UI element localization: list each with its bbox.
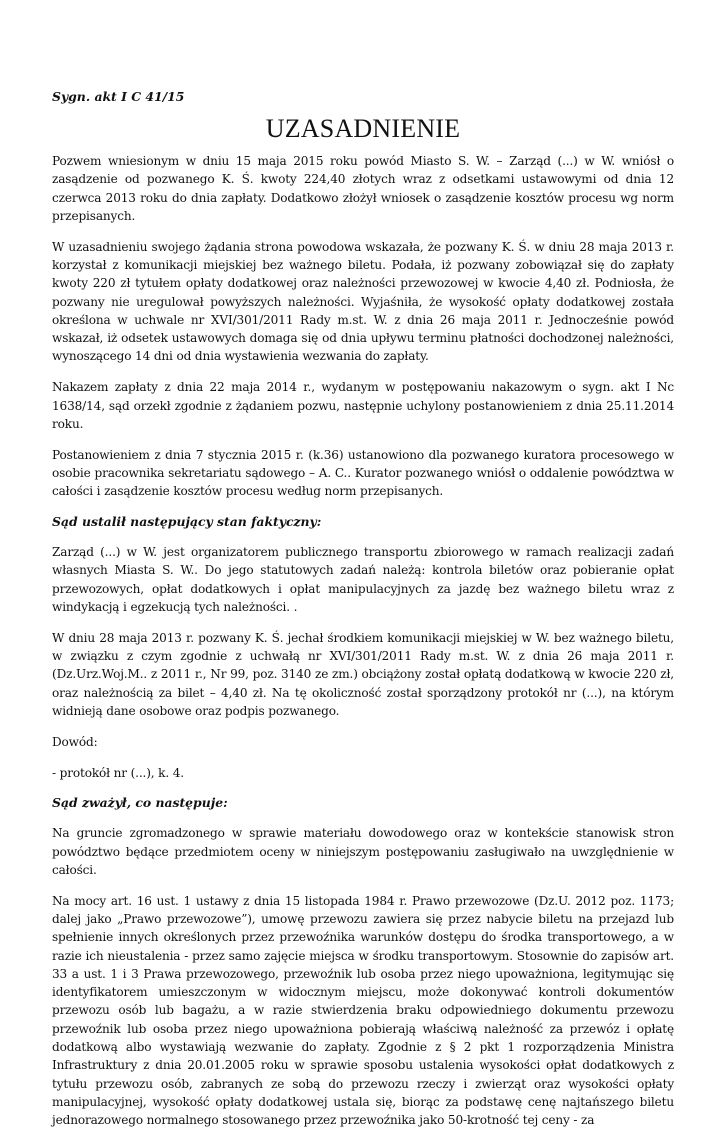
paragraph-organizer: Zarząd (...) w W. jest organizatorem publicznego transportu zbiorowego w ramach realizacji zadań własnych Miasta S. W.. Do jego statutowych zadań należą: kontrola biletów oraz pobieranie opłat przewozowych, opłat dodatkowych i opłat manipulacyjnych za jazdę bez ważnego biletu wraz z windykacją i egzekucją tych należności. . — [52, 545, 674, 614]
paragraph-curator: Postanowieniem z dnia 7 stycznia 2015 r. (k.36) ustanowiono dla pozwanego kuratora procesowego w osobie pracownika sekretariatu sądowego – A. C.. Kurator pozwanego wniósł o oddalenie powództwa w całości i zasądzenie kosztów procesu według norm przepisanych. — [52, 447, 674, 499]
paragraph-evidence-item: - protokół nr (...), k. 4. — [52, 765, 184, 780]
paragraph-evidence-label: Dowód: — [52, 734, 98, 749]
heading-reasoning: Sąd zważył, co następuje: — [52, 795, 228, 811]
paragraph-plaintiff-justification: W uzasadnieniu swojego żądania strona powodowa wskazała, że pozwany K. Ś. w dniu 28 maja 2013 r. korzystał z komunikacji miejskiej bez ważnego biletu. Podała, iż pozwany zobowiązał się do zapłaty kwoty 220 zł tytułem opłaty dodatkowej oraz należności przewozowej w kwocie 4,40 zł. Podniosła, że pozwany nie uregulował powyższych należności. Wyjaśniła, że wysokość opłaty dodatkowej została określona w uchwale nr XVI/301/2011 Rady m.st. W. z dnia 26 maja 2011 r. Jednocześnie powód wskazał, iż odsetek ustawowych domaga się od dnia upływu terminu płatności dochodzonej należności, wynoszącego 14 dni od dnia wystawienia wezwania do zapłaty. — [52, 239, 674, 364]
document-title: UZASADNIENIE — [265, 114, 461, 143]
paragraph-incident: W dniu 28 maja 2013 r. pozwany K. Ś. jechał środkiem komunikacji miejskiej w W. bez ważnego biletu, w związku z czym zgodnie z uchwałą nr XVI/301/2011 Rady m.st. W. z dnia 26 maja 2011 r. (Dz.Urz.Woj.M.. z 2011 r., Nr 99, poz. 3140 ze zm.) obciążony został opłatą dodatkową w kwocie 220 zł, oraz należnością za bilet – 4,40 zł. Na tę okoliczność został sporządzony protokół nr (...), na którym widnieją dane osobowe oraz podpis pozwanego. — [52, 630, 674, 718]
paragraph-legal-basis: Na mocy art. 16 ust. 1 ustawy z dnia 15 listopada 1984 r. Prawo przewozowe (Dz.U. 2012 poz. 1173; dalej jako „Prawo przewozowe”), umowę przewozu zawiera się przez nabycie biletu na przejazd lub spełnienie innych określonych przez przewoźnika warunków dostępu do środka transportowego, a w razie ich nieustalenia - przez samo zajęcie miejsca w środku transportowym. Stosownie do zapisów art. 33 a ust. 1 i 3 Prawa przewozowego, przewoźnik lub osoba przez niego upoważniona, legitymując się identyfikatorem umieszczonym w widocznym miejscu, może dokonywać kontroli dokumentów przewozu osób lub bagażu, a w razie stwierdzenia braku odpowiedniego dokumentu przewozu przewoźnik lub osoba przez niego upoważniona pobierają właściwą należność za przewóz i opłatę dodatkową albo wystawiają wezwanie do zapłaty. Zgodnie z § 2 pkt 1 rozporządzenia Ministra Infrastruktury z dnia 20.01.2005 roku w sprawie sposobu ustalenia wysokości opłat dodatkowych z tytułu przewozu osób, zabranych ze sobą do przewozu rzeczy i zwierząt oraz wysokości opłaty manipulacyjnej, wysokość opłaty dodatkowej ustala się, biorąc za podstawę cenę najtańszego biletu jednorazowego normalnego stosowanego przez przewoźnika jako 50-krotność tej ceny - za — [52, 893, 674, 1128]
document-page — [52, 88, 674, 1142]
paragraph-assessment: Na gruncie zgromadzonego w sprawie materiału dowodowego oraz w kontekście stanowisk stron powództwo będące przedmiotem oceny w niniejszym postępowaniu zasługiwało na uwzględnienie w całości. — [52, 826, 674, 877]
paragraph-lawsuit: Pozwem wniesionym w dniu 15 maja 2015 roku powód Miasto S. W. – Zarząd (...) w W. wniósł o zasądzenie od pozwanego K. Ś. kwoty 224,40 złotych wraz z odsetkami ustawowymi od dnia 12 czerwca 2013 roku do dnia zapłaty. Dodatkowo złożył wniosek o zasądzenie kosztów procesu wg norm przepisanych. — [52, 154, 674, 223]
paragraph-payment-order: Nakazem zapłaty z dnia 22 maja 2014 r., wydanym w postępowaniu nakazowym o sygn. akt I Nc 1638/14, sąd orzekł zgodnie z żądaniem pozwu, następnie uchylony postanowieniem z dnia 25.11.2014 roku. — [52, 380, 674, 431]
case-number: Sygn. akt I C 41/15 — [52, 89, 185, 104]
heading-facts: Sąd ustalił następujący stan faktyczny: — [52, 514, 322, 530]
